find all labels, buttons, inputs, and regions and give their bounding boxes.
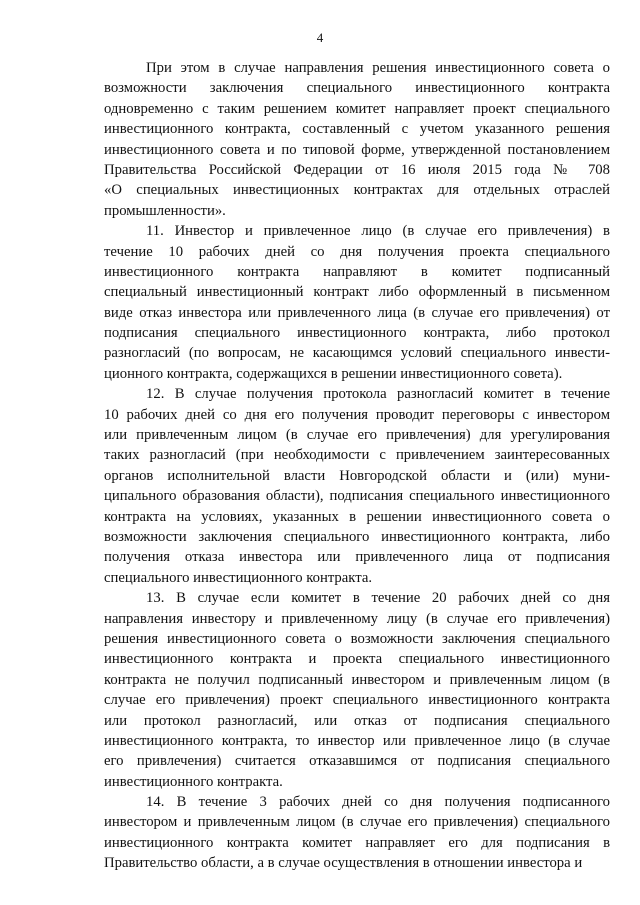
paragraph-cont bbox=[104, 58, 610, 221]
text-line: инвестиционного контракта, составленный с учетом указанного решения bbox=[104, 121, 610, 138]
text-line: 14. В течение 3 рабочих дней со дня получения подписанного bbox=[146, 794, 610, 811]
text-line: получения отказа инвестора или привлеченного лица от подписания bbox=[104, 549, 610, 566]
text-line: виде отказ инвестора или привлеченного лица (в случае его привлечения) от bbox=[104, 304, 610, 321]
text-line: «О специальных инвестиционных контрактах для отдельных отраслей bbox=[104, 182, 610, 199]
text-line: одновременно с таким решением комитет направляет проект специального bbox=[104, 100, 610, 117]
text-line: инвестиционного контракта, то инвестор или привлеченное лицо (в случае bbox=[104, 732, 610, 749]
text-line: специального инвестиционного контракта. bbox=[104, 569, 373, 586]
text-line: Правительство области, а в случае осуществления в отношении инвестора и bbox=[104, 855, 583, 872]
text-line: инвестором и привлеченным лицом (в случае его привлечения) специального bbox=[104, 814, 610, 831]
text-line: органов исполнительной власти Новгородской области и (или) муни- bbox=[104, 467, 610, 484]
text-line: специальный инвестиционный контракт либо оформленный в письменном bbox=[104, 284, 610, 301]
text-line: его привлечения) считается отказавшимся от подписания специального bbox=[104, 753, 610, 770]
text-line: возможности заключения специального инвестиционного контракта, либо bbox=[104, 528, 610, 545]
paragraph-p12 bbox=[104, 384, 610, 588]
document-body bbox=[104, 58, 610, 874]
paragraph-p13 bbox=[104, 588, 610, 792]
page-number: 4 bbox=[316, 30, 324, 45]
text-line: 10 рабочих дней со дня его получения проводит переговоры с инвестором bbox=[104, 406, 610, 423]
paragraph-p11 bbox=[104, 221, 610, 384]
text-line: или привлеченным лицом (в случае его привлечения) для урегулирования bbox=[104, 427, 610, 444]
text-line: инвестиционного контракта. bbox=[104, 773, 283, 790]
text-line: подписания специального инвестиционного контракта, либо протокол bbox=[104, 325, 610, 342]
text-line: промышленности». bbox=[104, 202, 226, 219]
text-line: контракта на условиях, указанных в решении инвестиционного совета о bbox=[104, 508, 610, 525]
text-line: Правительства Российской Федерации от 16 июля 2015 года № 708 bbox=[104, 161, 610, 178]
text-line: разногласий (по вопросам, не касающимся условий специального инвести- bbox=[104, 345, 610, 362]
text-line: инвестиционного контракта комитет направляет его для подписания в bbox=[104, 834, 610, 851]
text-line: При этом в случае направления решения инвестиционного совета о bbox=[146, 60, 610, 76]
text-line: таких разногласий (при необходимости с привлечением заинтересованных bbox=[104, 447, 610, 464]
text-line: инвестиционного совета и по типовой форме, утвержденной постановлением bbox=[104, 141, 610, 158]
text-line: контракта не получил подписанный инвестором и привлеченным лицом (в bbox=[104, 671, 610, 688]
text-line: решения инвестиционного совета о возможности заключения специального bbox=[104, 630, 610, 647]
text-line: инвестиционного контракта направляют в комитет подписанный bbox=[104, 263, 610, 280]
text-line: течение 10 рабочих дней со дня получения проекта специального bbox=[104, 243, 610, 260]
text-line: возможности заключения специального инвестиционного контракта bbox=[104, 80, 610, 97]
paragraph-p14 bbox=[104, 792, 610, 874]
text-line: 11. Инвестор и привлеченное лицо (в случае его привлечения) в bbox=[146, 223, 610, 240]
text-line: ципального образования области), подписания специального инвестиционного bbox=[104, 488, 610, 505]
text-line: направления инвестору и привлеченному лицу (в случае его привлечения) bbox=[104, 610, 610, 627]
text-line: ционного контракта, содержащихся в решении инвестиционного совета). bbox=[104, 365, 563, 382]
text-line: случае его привлечения) проект специального инвестиционного контракта bbox=[104, 692, 610, 709]
text-line: инвестиционного контракта и проекта специального инвестиционного bbox=[104, 651, 610, 668]
text-line: 12. В случае получения протокола разногласий комитет в течение bbox=[146, 386, 610, 403]
text-line: 13. В случае если комитет в течение 20 рабочих дней со дня bbox=[146, 590, 610, 607]
text-line: или протокол разногласий, или отказ от подписания специального bbox=[104, 712, 610, 729]
